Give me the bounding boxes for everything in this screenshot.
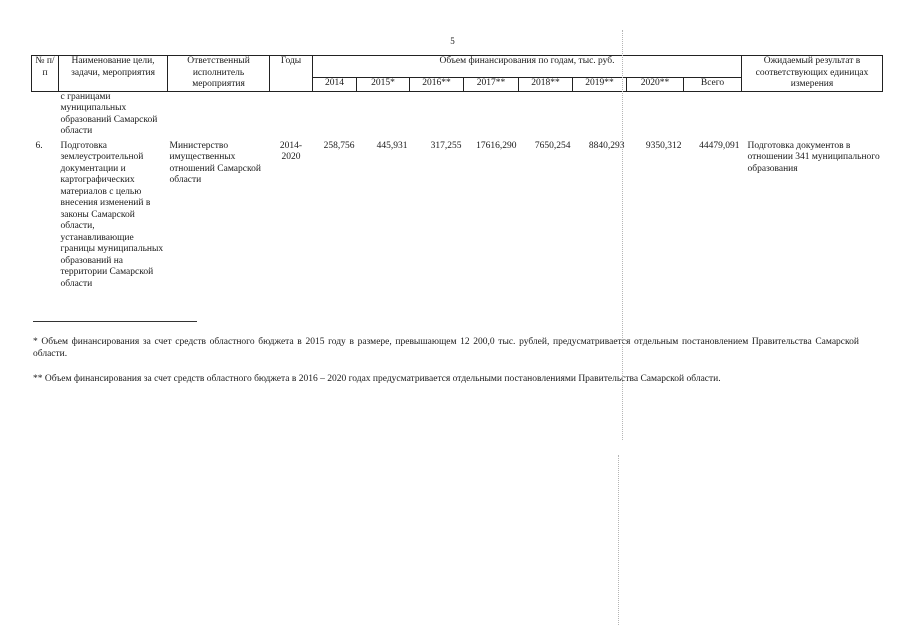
row-number: 6. bbox=[35, 140, 43, 151]
footnote-2015: * Объем финансирования за счет средств областного бюджета в 2015 году в размере, превышающем 12 200,0 тыс. рублей, предусматривается отдельным постановлением Правительства Самарской области. bbox=[33, 337, 859, 359]
value-2014: 258,756 bbox=[323, 140, 355, 151]
header-year-2020: 2020** bbox=[627, 77, 684, 91]
scan-artifact-line bbox=[622, 30, 623, 440]
table-row-continuation bbox=[32, 91, 883, 141]
header-funding: Объем финансирования по годам, тыс. руб. bbox=[313, 56, 742, 78]
header-year-2015: 2015* bbox=[357, 77, 410, 91]
value-2017: 17616,290 bbox=[476, 140, 517, 151]
footnote-divider bbox=[33, 321, 197, 322]
header-year-2017: 2017** bbox=[464, 77, 519, 91]
header-num: № п/п bbox=[32, 56, 59, 92]
footnote-2016-2020: ** Объем финансирования за счет средств областного бюджета в 2016 – 2020 годах предусматривается отдельными постановлениями Правительства Самарской области. bbox=[33, 374, 721, 384]
header-year-2018: 2018** bbox=[519, 77, 573, 91]
table-row bbox=[32, 141, 883, 291]
value-total: 44479,091 bbox=[699, 140, 740, 151]
row-result: Подготовка документов в отношении 341 муниципального образования bbox=[747, 140, 880, 174]
scan-artifact-line bbox=[618, 455, 619, 625]
header-year-2014: 2014 bbox=[313, 77, 357, 91]
header-years: Годы bbox=[270, 56, 313, 92]
header-year-2016: 2016** bbox=[410, 77, 464, 91]
header-year-2019: 2019** bbox=[573, 77, 627, 91]
continuation-name: с границами муниципальных образований Самарской области bbox=[60, 91, 158, 136]
row-responsible: Министерство имущественных отношений Самарской области bbox=[169, 140, 261, 185]
row-name: Подготовка землеустроительной документации и картографических материалов с целью внесения изменений в законы Самарской области, устанавливающие границы муниципальных образований на территории Самарской области bbox=[60, 140, 164, 289]
header-total: Всего bbox=[684, 77, 742, 91]
value-2018: 7650,254 bbox=[534, 140, 571, 151]
header-name: Наименование цели, задачи, мероприятия bbox=[59, 56, 168, 92]
value-2020: 9350,312 bbox=[645, 140, 682, 151]
row-years: 2014-2020 bbox=[279, 140, 303, 162]
header-responsible: Ответственный исполнитель мероприятия bbox=[168, 56, 270, 92]
funding-table bbox=[31, 55, 883, 290]
value-2016: 317,255 bbox=[430, 140, 462, 151]
value-2015: 445,931 bbox=[376, 140, 408, 151]
header-result: Ожидаемый результат в соответствующих единицах измерения bbox=[742, 56, 883, 92]
page-number: 5 bbox=[450, 36, 455, 46]
value-2019: 8840,293 bbox=[588, 140, 625, 151]
